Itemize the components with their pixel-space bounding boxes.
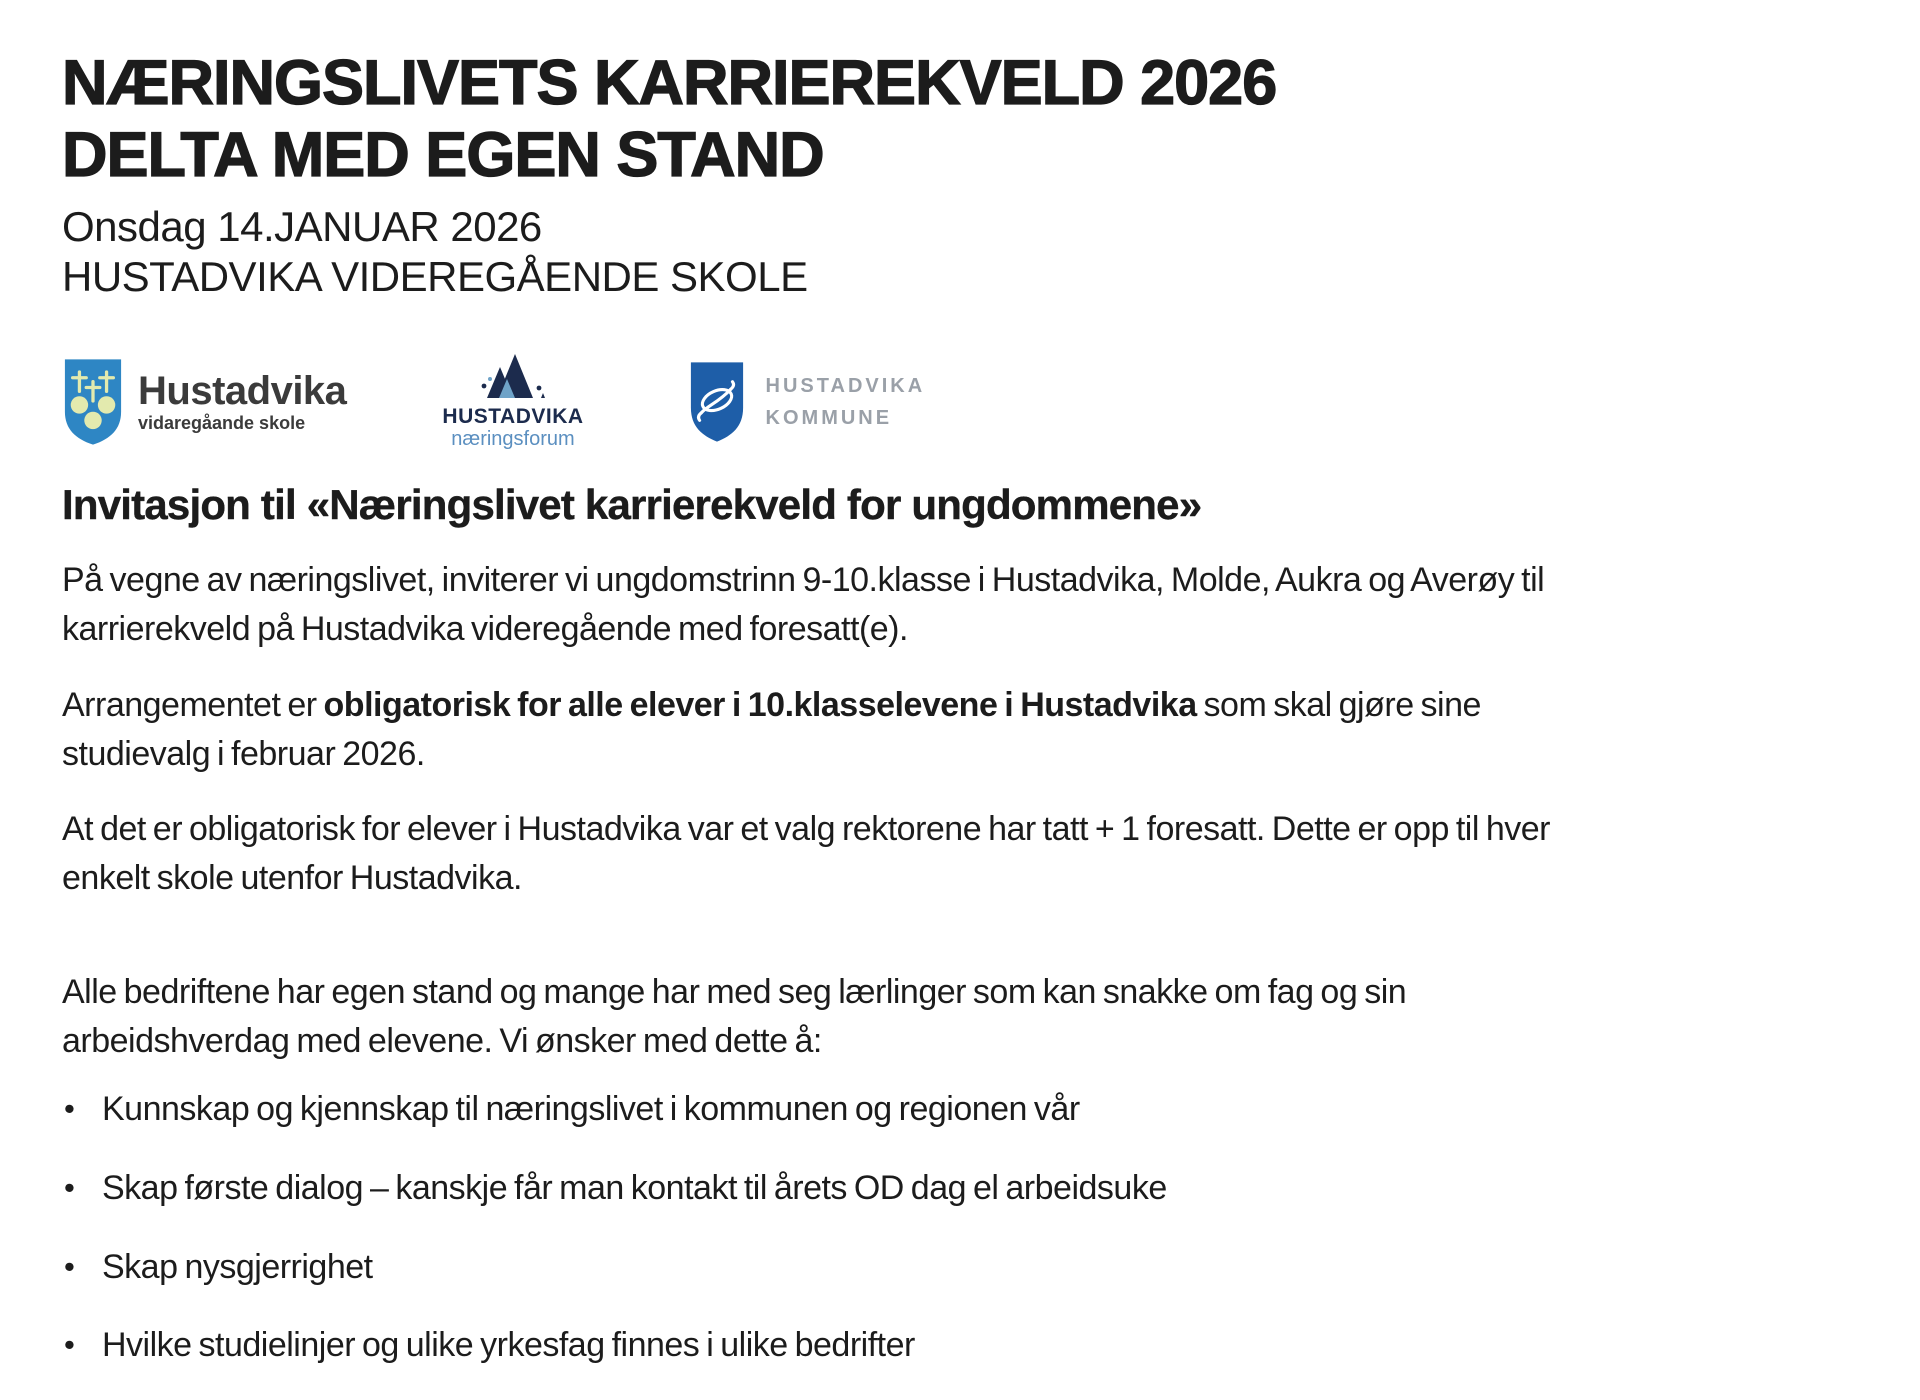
paragraph-mandatory-suffix: som skal gjøre sine studievalg i februar 2026. (62, 685, 1481, 773)
list-item: • Hvilke studielinjer og ulike yrkesfag finnes i ulike bedrifter (62, 1322, 1627, 1370)
kommune-logo-line2: KOMMUNE (765, 406, 893, 429)
page-title (62, 48, 1858, 192)
title-block (62, 48, 1858, 302)
paragraph-mandatory-bold: obligatorisk for alle elever i 10.klasselevene i Hustadvika (323, 685, 1197, 724)
event-venue: HUSTADVIKA VIDEREGÅENDE SKOLE (62, 252, 808, 300)
forum-logo-title: HUSTADVIKA (442, 405, 584, 429)
event-date: Onsdag 14.JANUAR 2026 (62, 202, 542, 250)
mountain-logo-icon (481, 352, 545, 402)
paragraph-rector-choice: At det er obligatorisk for elever i Hustadvika var et valg rektorene har tatt + 1 foresatt. Dette er opp til hver enkelt skole utenfor Hustadvika. (62, 810, 1550, 898)
kommune-logo-text (766, 370, 926, 434)
school-logo-title: Hustadvika (138, 368, 347, 413)
kommune-crest-icon (688, 359, 746, 445)
paragraph-mandatory-prefix: Arrangementet er (62, 685, 324, 724)
list-item: • Skap første dialog – kanskje får man kontakt til årets OD dag el arbeidsuke (62, 1165, 1627, 1213)
paragraph-stands: Alle bedriftene har egen stand og mange har med seg lærlinger som kan snakke om fag og sin arbeidshverdag med elevene. Vi ønsker med dette å: (62, 972, 1407, 1061)
list-item: • Kunnskap og kjennskap til næringslivet i kommunen og regionen vår (62, 1086, 1627, 1134)
title-line-1: NÆRINGSLIVETS KARRIEREKVELD 2026 (62, 48, 1277, 118)
goal-list (62, 1086, 1627, 1369)
school-logo-subtitle: vidaregåande skole (138, 412, 306, 433)
logo-hustadvika-kommune (688, 359, 926, 445)
paragraph-mandatory (62, 681, 1627, 780)
paragraph-invite: På vegne av næringslivet, inviterer vi ungdomstrinn 9-10.klasse i Hustadvika, Molde, Aukra og Averøy til karrierekveld på Hustadvika videregående med foresatt(e). (62, 560, 1545, 649)
forum-logo-subtitle: næringsforum (451, 428, 575, 451)
kommune-logo-line1: HUSTADVIKA (765, 374, 926, 397)
logo-row (62, 352, 1858, 452)
logo-hustadvika-naeringsforum (442, 352, 583, 451)
school-logo-text (138, 370, 346, 434)
school-crest-icon (62, 356, 124, 448)
logo-hustadvika-vgs (62, 356, 346, 448)
list-item: • Skap nysgjerrighet (62, 1244, 1627, 1292)
title-line-2: DELTA MED EGEN STAND (62, 119, 824, 190)
invitation-body (62, 480, 1627, 1370)
invitation-heading: Invitasjon til «Næringslivet karrierekveld for ungdommene» (62, 480, 1202, 528)
